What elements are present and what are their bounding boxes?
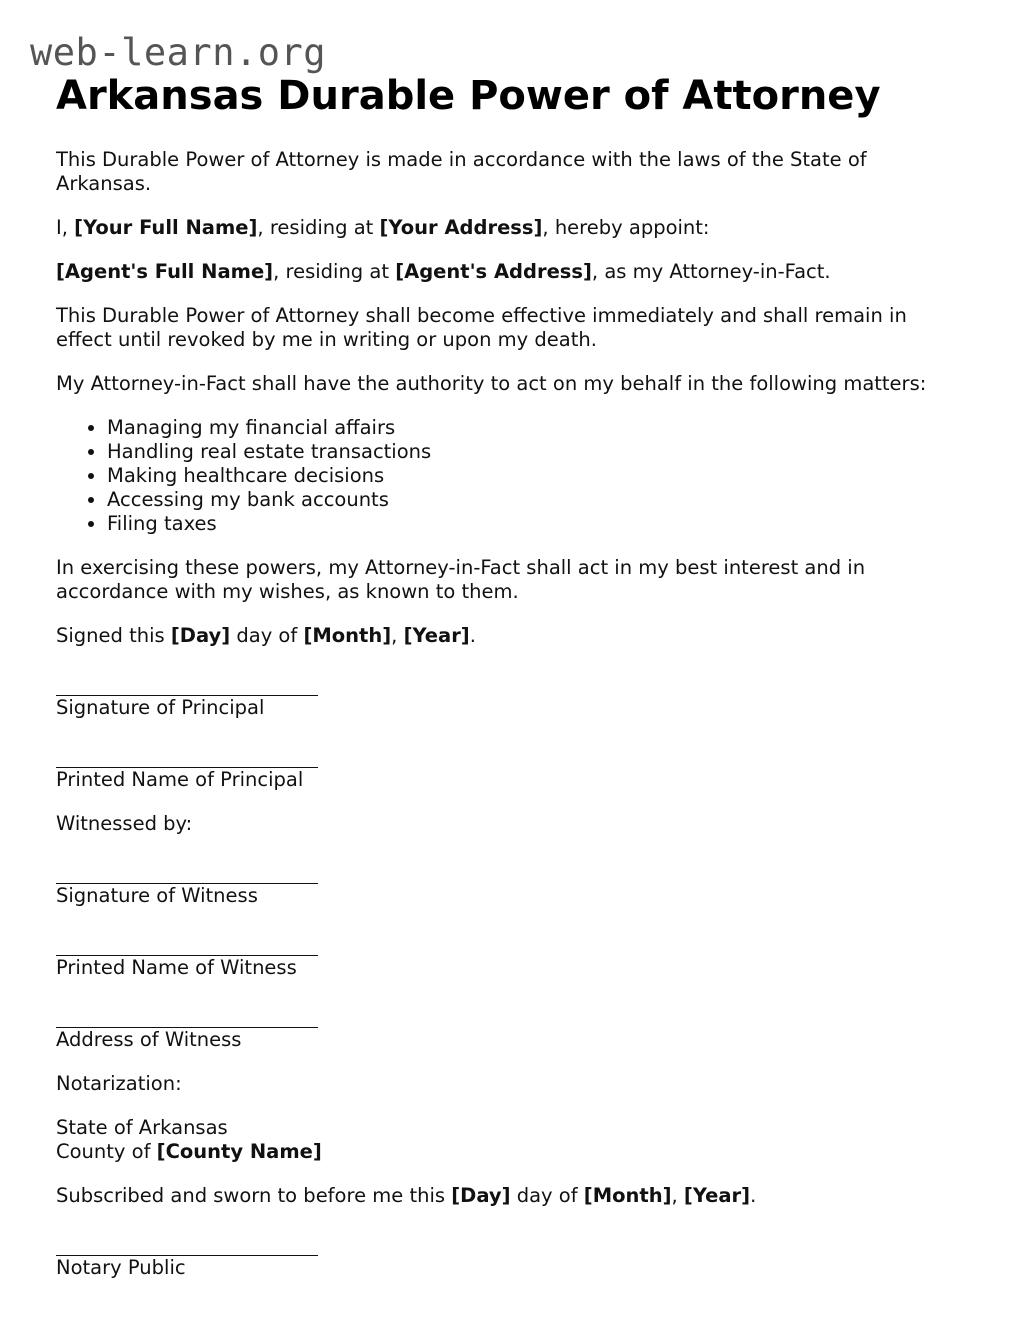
authority-intro: My Attorney-in-Fact shall have the authority to act on my behalf in the following matters: <box>56 372 927 395</box>
signed-day-placeholder: [Day] <box>170 624 231 647</box>
agent-suffix: , as my Attorney-in-Fact. <box>591 260 831 283</box>
notary-signature-line[interactable] <box>56 1232 318 1256</box>
principal-printed-name-line[interactable] <box>56 744 318 768</box>
power-item: • Managing my financial affairs <box>107 416 956 440</box>
signed-month-placeholder: [Month] <box>303 624 392 647</box>
notarization-heading: Notarization: <box>56 1072 182 1095</box>
power-item: • Filing taxes <box>107 512 956 536</box>
signed-prefix: Signed this <box>56 624 171 647</box>
power-item: • Handling real estate transactions <box>107 440 956 464</box>
sworn-period: . <box>750 1184 757 1207</box>
signed-year-placeholder: [Year] <box>403 624 470 647</box>
signed-day-of: day of <box>230 624 304 647</box>
intro-paragraph: This Durable Power of Attorney is made in accordance with the laws of the State of Arkansas. <box>56 148 867 195</box>
document-title: Arkansas Durable Power of Attorney <box>56 73 881 119</box>
notary-venue <box>56 1116 956 1164</box>
sworn-day-placeholder: [Day] <box>451 1184 511 1207</box>
agent-name-placeholder: [Agent's Full Name] <box>56 260 274 283</box>
sworn-date-line <box>56 1184 956 1208</box>
sworn-month-placeholder: [Month] <box>583 1184 672 1207</box>
sworn-year-placeholder: [Year] <box>683 1184 751 1207</box>
powers-list <box>56 416 956 536</box>
document-body <box>56 148 956 1300</box>
principal-printed-name-block <box>56 744 956 792</box>
signed-comma: , <box>391 624 404 647</box>
witness-address-label: Address of Witness <box>56 1028 242 1051</box>
appointment-suffix: , hereby appoint: <box>542 216 710 239</box>
watermark: web-learn.org <box>30 31 327 74</box>
notary-public-label: Notary Public <box>56 1256 186 1279</box>
county-name-placeholder: [County Name] <box>156 1140 322 1163</box>
effective-paragraph: This Durable Power of Attorney shall become effective immediately and shall remain in effect until revoked by me in writing or upon my death. <box>56 304 907 351</box>
signed-period: . <box>469 624 476 647</box>
sworn-day-of: day of <box>510 1184 584 1207</box>
witness-signature-line[interactable] <box>56 860 318 884</box>
appointment-residing: , residing at <box>257 216 380 239</box>
witnessed-by-label: Witnessed by: <box>56 812 193 835</box>
state-line: State of Arkansas <box>56 1116 228 1139</box>
power-item: • Accessing my bank accounts <box>107 488 956 512</box>
power-item: • Making healthcare decisions <box>107 464 956 488</box>
agent-paragraph <box>56 260 956 284</box>
witness-printed-name-label: Printed Name of Witness <box>56 956 297 979</box>
witness-printed-name-line[interactable] <box>56 932 318 956</box>
county-prefix: County of <box>56 1140 157 1163</box>
principal-address-placeholder: [Your Address] <box>379 216 543 239</box>
best-interest-paragraph: In exercising these powers, my Attorney-in-Fact shall act in my best interest and in accordance with my wishes, as known to them. <box>56 556 866 603</box>
witness-address-line[interactable] <box>56 1004 318 1028</box>
witness-signature-label: Signature of Witness <box>56 884 258 907</box>
principal-name-placeholder: [Your Full Name] <box>74 216 258 239</box>
notary-signature-block <box>56 1232 956 1280</box>
principal-signature-block <box>56 672 956 720</box>
sworn-comma: , <box>671 1184 684 1207</box>
agent-address-placeholder: [Agent's Address] <box>395 260 592 283</box>
appointment-paragraph <box>56 216 956 240</box>
witness-signature-block <box>56 860 956 908</box>
principal-printed-name-label: Printed Name of Principal <box>56 768 304 791</box>
appointment-prefix: I, <box>56 216 75 239</box>
principal-signature-line[interactable] <box>56 672 318 696</box>
witness-printed-name-block <box>56 932 956 980</box>
agent-residing: , residing at <box>273 260 396 283</box>
sworn-prefix: Subscribed and sworn to before me this <box>56 1184 452 1207</box>
principal-signature-label: Signature of Principal <box>56 696 265 719</box>
witness-address-block <box>56 1004 956 1052</box>
signed-date-line <box>56 624 956 648</box>
